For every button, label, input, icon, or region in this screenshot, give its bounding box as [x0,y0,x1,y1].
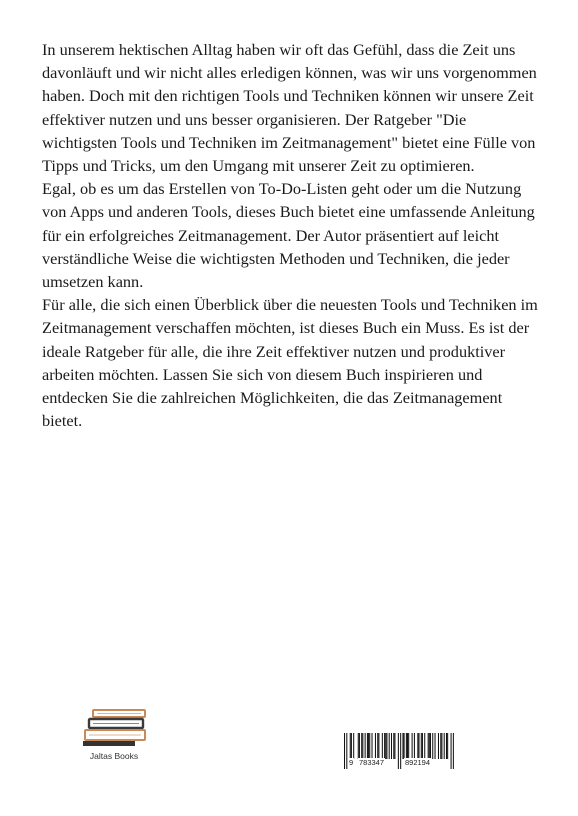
barcode-bar [372,733,373,759]
blurb-paragraph-3: Für alle, die sich einen Überblick über die neuesten Tools und Techniken im Zeitmanagement verschaffen möchten, ist dieses Buch ein Muss. Es ist der ideale Ratgeber für alle, die ihre Zeit effektiver nutzen und produktiver arbeiten möchten. Lassen Sie sich von diesem Buch inspirieren und entdecken Sie die zahlreichen Möglichkeiten, die das Zeitmanagement bietet. [42,295,538,431]
barcode-bar [367,733,368,759]
barcode-bar [453,733,454,769]
barcode-bar [422,733,423,759]
barcode-bar [368,733,369,759]
barcode-bar [414,733,415,759]
publisher-block [78,704,150,761]
barcode-bar [393,733,394,759]
barcode-bar [406,733,407,759]
barcode-bar [377,733,378,759]
barcode-bar [435,733,436,759]
barcode-bar [365,733,366,759]
stacked-books-icon [79,704,149,748]
barcode-bar [428,733,429,759]
barcode-bar [418,733,419,759]
barcode-bar [384,733,385,759]
barcode-left-group: 783347 [359,758,385,767]
barcode-bar [400,733,401,769]
barcode-bar [361,733,362,759]
barcode-bar [375,733,376,759]
barcode-bar [408,733,409,759]
barcode-lead-digit: 9 [349,758,354,767]
barcode-bar [386,733,387,759]
barcode-bar [359,733,360,759]
blurb-text [42,38,542,432]
barcode-bar [412,733,413,759]
barcode-bar [382,733,383,759]
barcode-bar [446,733,447,759]
publisher-name: Jaltas Books [89,751,139,761]
barcode-bar [430,733,431,759]
barcode-bar [451,733,452,769]
barcode-bar [385,733,386,759]
barcode-bar [398,733,399,769]
barcode-bar [362,733,363,759]
barcode-bar [421,733,422,759]
barcode-bar [424,733,425,759]
barcode-bar [394,733,395,759]
barcode-bar [402,733,403,759]
barcode-bar [432,733,433,759]
barcode-bar [440,733,441,759]
barcode-bar [369,733,370,759]
blurb-paragraph-2: Egal, ob es um das Erstellen von To-Do-Listen geht oder um die Nutzung von Apps und anderen Tools, dieses Buch bietet eine umfassende Anleitung für ein erfolgreiches Zeitmanagement. Der Autor präsentiert auf leicht verständliche Weise die wichtigsten Methoden und Techniken, die jeder umsetzen kann. [42,179,535,292]
barcode-bar [438,733,439,759]
barcode-bar [441,733,442,759]
blurb-paragraph-1: In unserem hektischen Alltag haben wir oft das Gefühl, dass die Zeit uns davonläuft und wir nicht alles erledigen können, was wir uns vorgenommen haben. Doch mit den richtigen Tools und Techniken können wir unsere Zeit effektiver nutzen und uns besser organisieren. Der Ratgeber "Die wichtigsten Tools und Techniken im Zeitmanagement" bietet eine Fülle von Tipps und Tricks, um den Umgang mit unserer Zeit zu optimieren. [42,40,537,176]
barcode-bar [353,733,354,759]
barcode-bar [351,733,352,759]
barcode-bar [378,733,379,759]
barcode-right-group: 892194 [405,758,431,767]
barcode-bar [404,733,405,759]
barcode-bar [417,733,418,759]
barcode-bar [444,733,445,759]
barcode-bar [407,733,408,759]
barcode-bar [358,733,359,759]
barcode-bar [429,733,430,759]
barcode-bar [350,733,351,759]
barcode-bar [389,733,390,759]
barcode-bar [447,733,448,759]
barcode-bar [391,733,392,759]
barcode-bar [344,733,345,769]
